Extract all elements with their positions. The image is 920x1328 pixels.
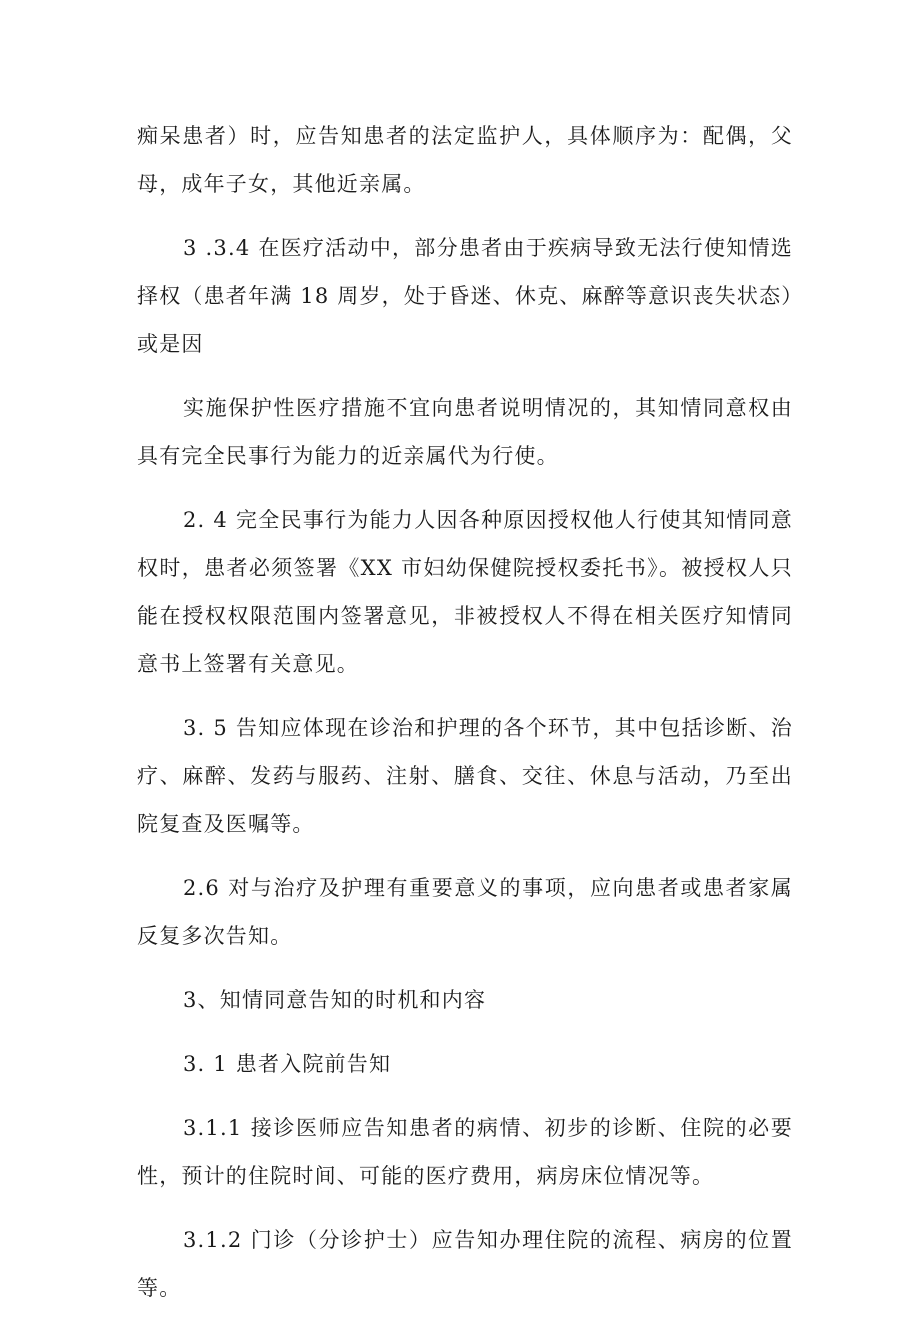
subsection-heading-3-1: 3. 1 患者入院前告知 (183, 1052, 392, 1076)
document-body (137, 112, 793, 1328)
paragraph-3-1-2: 3.1.2 门诊（分诊护士）应告知办理住院的流程、病房的位置等。 (137, 1228, 793, 1300)
paragraph-3-3-4: 3 .3.4 在医疗活动中，部分患者由于疾病导致无法行使知情选择权（患者年满 18 周岁，处于昏迷、休克、麻醉等意识丧失状态）或是因 (137, 236, 793, 356)
paragraph-3-5: 3. 5 告知应体现在诊治和护理的各个环节，其中包括诊断、治疗、麻醉、发药与服药、注射、膳食、交往、休息与活动，乃至出院复查及医嘱等。 (137, 716, 793, 836)
paragraph-protective-measures: 实施保护性医疗措施不宜向患者说明情况的，其知情同意权由具有完全民事行为能力的近亲属代为行使。 (137, 396, 793, 468)
paragraph-2-4: 2. 4 完全民事行为能力人因各种原因授权他人行使其知情同意权时，患者必须签署《XX 市妇幼保健院授权委托书》。被授权人只能在授权权限范围内签署意见，非被授权人不得在相关医疗知情同意书上签署有关意见。 (137, 508, 793, 676)
paragraph-guardian-order: 痴呆患者）时，应告知患者的法定监护人，具体顺序为：配偶，父母，成年子女，其他近亲属。 (137, 124, 793, 196)
paragraph-2-6: 2.6 对与治疗及护理有重要意义的事项，应向患者或患者家属反复多次告知。 (137, 876, 793, 948)
section-heading-3: 3、知情同意告知的时机和内容 (183, 988, 487, 1012)
paragraph-3-1-1: 3.1.1 接诊医师应告知患者的病情、初步的诊断、住院的必要性，预计的住院时间、可能的医疗费用，病房床位情况等。 (137, 1116, 793, 1188)
